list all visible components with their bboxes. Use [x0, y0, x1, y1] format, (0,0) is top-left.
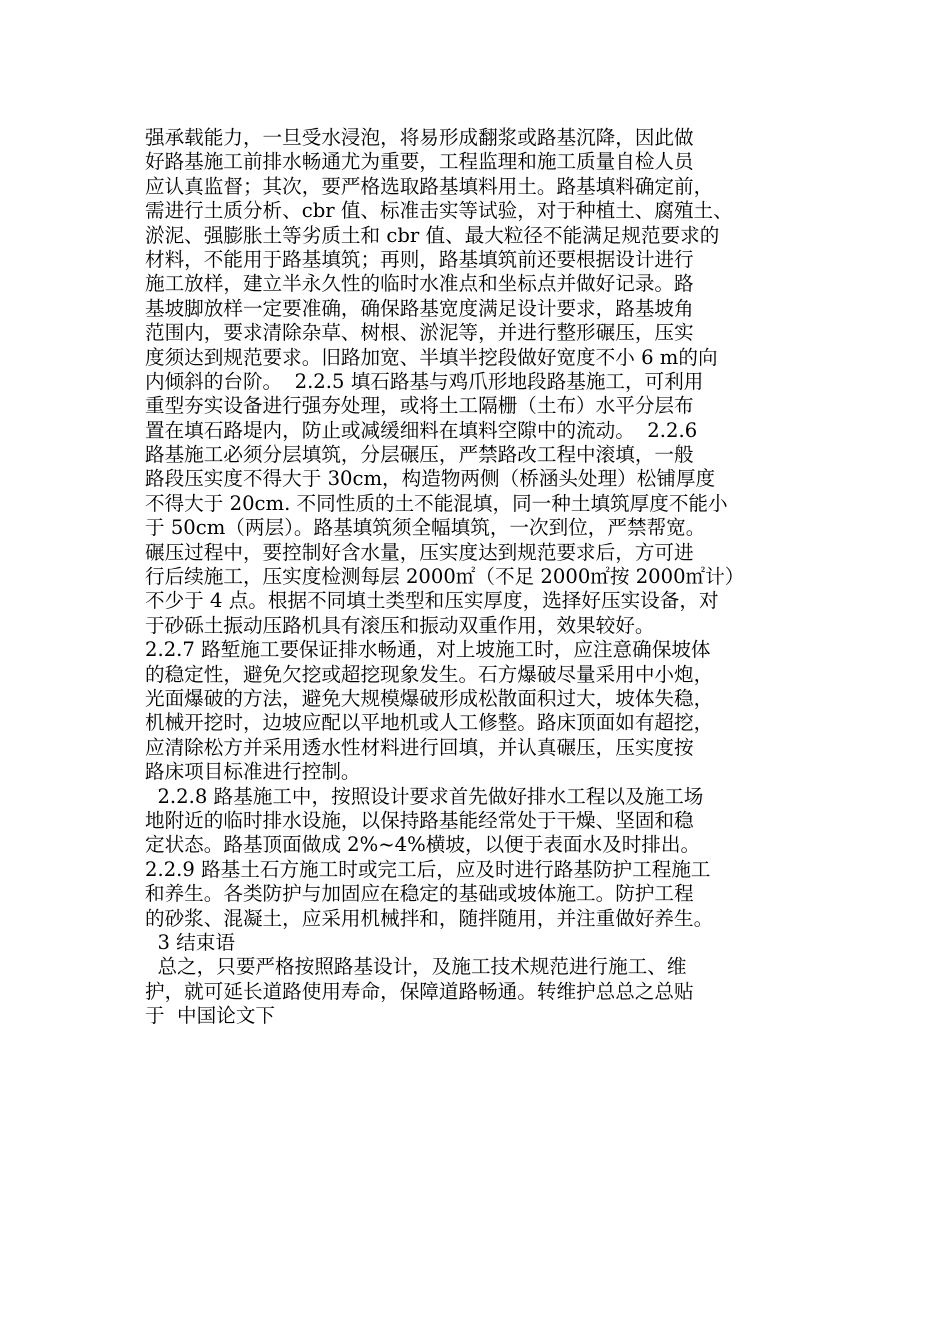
text-line: 需进行土质分析、cbr 值、标准击实等试验，对于种植土、腐殖土、 — [145, 199, 733, 223]
text-line: 于砂砾土振动压路机具有滚压和振动双重作用，效果较好。 — [145, 613, 655, 637]
text-line: 应清除松方并采用透水性材料进行回填，并认真碾压，压实度按 — [145, 735, 694, 759]
text-line: 机械开挖时，边坡应配以平地机或人工修整。路床顶面如有超挖， — [145, 711, 714, 735]
text-line: 地附近的临时排水设施，以保持路基能经常处于干燥、坚固和稳 — [145, 808, 694, 832]
text-line: 度须达到规范要求。旧路加宽、半填半挖段做好宽度不小 6 m的向 — [145, 345, 718, 369]
text-line: 路床项目标准进行控制。 — [145, 760, 361, 784]
text-line: 内倾斜的台阶。 2.2.5 填石路基与鸡爪形地段路基施工，可利用 — [145, 369, 704, 393]
text-line: 不得大于 20cm. 不同性质的土不能混填，同一种土填筑厚度不能小 — [145, 491, 728, 515]
text-line: 基坡脚放样一定要准确，确保路基宽度满足设计要求，路基坡角 — [145, 296, 694, 320]
text-line: 的稳定性，避免欠挖或超挖现象发生。石方爆破尽量采用中小炮， — [145, 662, 714, 686]
text-line: 应认真监督；其次，要严格选取路基填料用土。路基填料确定前， — [145, 174, 714, 198]
text-line: 光面爆破的方法，避免大规模爆破形成松散面积过大，坡体失稳， — [145, 686, 714, 710]
text-line: 总之，只要严格按照路基设计，及施工技术规范进行施工、维 — [145, 955, 687, 979]
text-line: 和养生。各类防护与加固应在稳定的基础或坡体施工。防护工程 — [145, 882, 694, 906]
text-line: 定状态。路基顶面做成 2%~4%横坡，以便于表面水及时排出。 — [145, 833, 701, 857]
text-line: 不少于 4 点。根据不同填土类型和压实厚度，选择好压实设备，对 — [145, 589, 719, 613]
text-line: 2.2.7 路堑施工要保证排水畅通，对上坡施工时，应注意确保坡体 — [145, 638, 711, 662]
text-line: 材料，不能用于路基填筑；再则，路基填筑前还要根据设计进行 — [145, 247, 694, 271]
body-text — [145, 126, 815, 1028]
text-line: 碾压过程中，要控制好含水量，压实度达到规范要求后，方可进 — [145, 540, 694, 564]
text-line: 淤泥、强膨胀土等劣质土和 cbr 值、最大粒径不能满足规范要求的 — [145, 223, 720, 247]
section-heading: 3 结束语 — [145, 930, 235, 954]
text-line: 重型夯实设备进行强夯处理，或将土工隔栅（土布）水平分层布 — [145, 394, 694, 418]
text-line: 好路基施工前排水畅通尤为重要，工程监理和施工质量自检人员 — [145, 150, 694, 174]
text-line: 路段压实度不得大于 30cm，构造物两侧（桥涵头处理）松铺厚度 — [145, 467, 716, 491]
text-line: 置在填石路堤内，防止或减缓细料在填料空隙中的流动。 2.2.6 — [145, 418, 698, 442]
text-line: 护，就可延长道路使用寿命，保障道路畅通。转维护总总之总贴 — [145, 979, 694, 1003]
text-line: 路基施工必须分层填筑，分层碾压，严禁路改工程中滚填，一般 — [145, 443, 694, 467]
text-line: 2.2.8 路基施工中，按照设计要求首先做好排水工程以及施工场 — [145, 784, 704, 808]
text-line: 的砂浆、混凝土，应采用机械拌和，随拌随用，并注重做好养生。 — [145, 906, 714, 930]
text-line: 行后续施工，压实度检测每层 2000㎡（不足 2000㎡按 2000㎡计） — [145, 565, 745, 589]
text-line: 范围内，要求清除杂草、树根、淤泥等，并进行整形碾压，压实 — [145, 321, 694, 345]
text-line: 2.2.9 路基土石方施工时或完工后，应及时进行路基防护工程施工 — [145, 857, 711, 881]
text-line: 于 中国论文下 — [145, 1004, 276, 1028]
text-line: 施工放样，建立半永久性的临时水准点和坐标点并做好记录。路 — [145, 272, 694, 296]
text-line: 于 50cm（两层）。路基填筑须全幅填筑，一次到位，严禁帮宽。 — [145, 516, 706, 540]
text-line: 强承载能力，一旦受水浸泡，将易形成翻浆或路基沉降，因此做 — [145, 126, 694, 149]
